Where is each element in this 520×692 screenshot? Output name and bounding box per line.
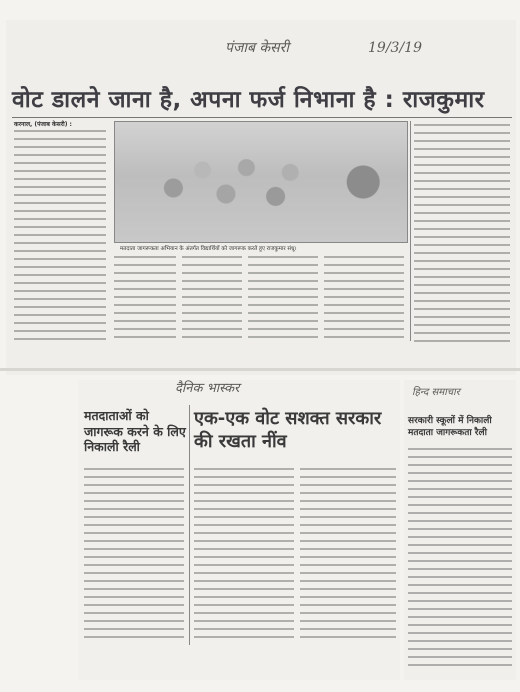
main-headline: एक-एक वोट सशक्त सरकार की रखता नींव: [194, 408, 382, 452]
sidebar-column-text: [84, 468, 184, 643]
top-left-column-text: [14, 130, 106, 340]
sidebar-rule: [189, 405, 190, 645]
top-headline: वोट डालने जाना है, अपना फर्ज निभाना है : राजकुमार: [12, 87, 485, 113]
top-right-column-rule: [410, 121, 411, 341]
top-column-2-text: [114, 256, 176, 338]
photo-caption: मतदाता जागरूकता अभियान के अंतर्गत विद्यार्थियों को जागरूक करते हुए राजकुमार संधू।: [120, 246, 297, 252]
top-column-5-text: [324, 256, 404, 338]
clipping-divider: [0, 368, 520, 371]
headline-rule: [12, 117, 512, 118]
sidebar-headline: मतदाताओं को जागरूक करने के लिए निकाली रैली: [84, 408, 186, 455]
handwritten-date-top: 19/3/19: [368, 40, 422, 56]
handwritten-source-top: पंजाब केसरी: [225, 40, 289, 56]
event-photo: [114, 121, 408, 243]
main-column-2-text: [300, 468, 396, 643]
top-column-3-text: [182, 256, 242, 338]
handwritten-source-bottom-left: दैनिक भास्कर: [175, 381, 240, 396]
bottom-right-column-text: [408, 448, 512, 670]
bottom-right-headline: सरकारी स्कूलों में निकाली मतदाता जागरूकता रैली: [408, 416, 492, 438]
main-column-1-text: [194, 468, 294, 643]
top-right-column-text: [414, 124, 510, 346]
handwritten-source-bottom-right: हिन्द समाचार: [412, 387, 460, 398]
dateline: करनाल, (पंजाब केसरी) :: [14, 121, 72, 128]
top-column-4-text: [248, 256, 318, 338]
